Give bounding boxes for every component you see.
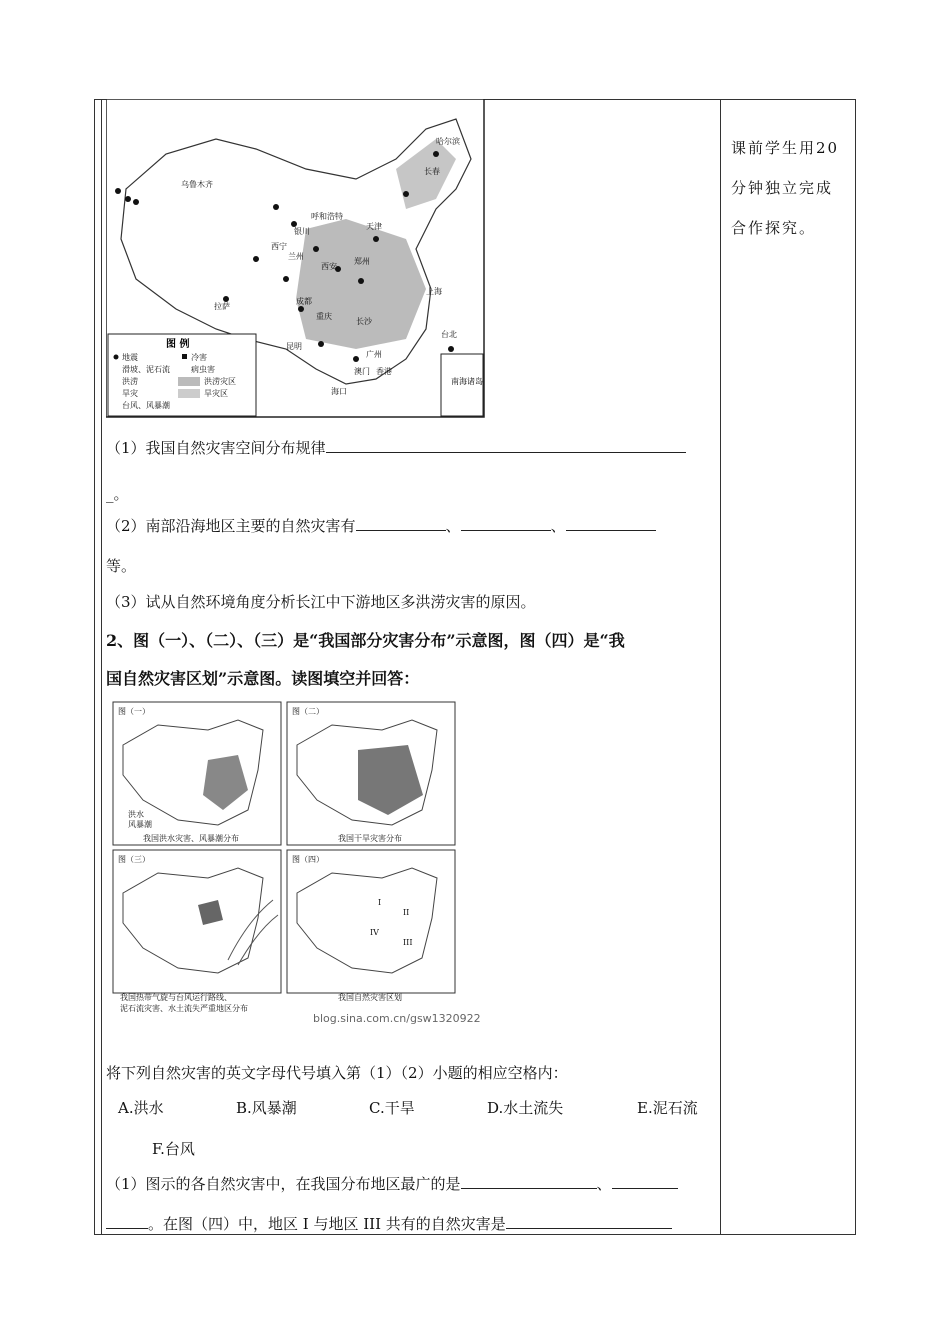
q1-line-b: （2）南部沿海地区主要的自然灾害有 、 、 bbox=[106, 515, 656, 536]
answer-blank[interactable] bbox=[356, 516, 446, 531]
legend-title: 图 例 bbox=[166, 339, 190, 350]
answer-blank[interactable] bbox=[326, 438, 686, 453]
city-guangzhou: 广州 bbox=[366, 350, 382, 359]
map-1-legend-flood: 洪水 bbox=[128, 810, 144, 819]
china-disaster-map bbox=[106, 99, 486, 419]
city-xining: 西宁 bbox=[271, 242, 287, 251]
q1-line-b-end: 等。 bbox=[106, 557, 137, 575]
q3-line-a: （1）图示的各自然灾害中，在我国分布地区最广的是 、 bbox=[106, 1173, 678, 1194]
option-f: F.台风 bbox=[152, 1140, 195, 1158]
watermark: blog.sina.com.cn/gsw1320922 bbox=[313, 1012, 481, 1025]
answer-blank[interactable] bbox=[506, 1214, 672, 1229]
city-tianjin: 天津 bbox=[366, 222, 382, 231]
region-4: IV bbox=[370, 928, 379, 937]
left-border-line bbox=[101, 99, 102, 1235]
option-c: C.干旱 bbox=[369, 1099, 415, 1117]
q2-title-2: 国自然灾害区划”示意图。读图填空并回答： bbox=[106, 669, 420, 688]
option-e: E.泥石流 bbox=[637, 1099, 698, 1117]
legend-drought: 旱灾 bbox=[122, 389, 138, 398]
q1-line-a: （1）我国自然灾害空间分布规律 bbox=[106, 437, 686, 458]
map-1-label: 图（一） bbox=[118, 707, 150, 716]
map-4-label: 图（四） bbox=[292, 855, 324, 864]
legend-flood: 洪涝 bbox=[122, 377, 138, 386]
legend-flood-area: 洪涝灾区 bbox=[204, 377, 236, 386]
city-hohhot: 呼和浩特 bbox=[311, 212, 343, 221]
city-harbin: 哈尔滨 bbox=[436, 137, 460, 146]
map-3-caption-2: 泥石流灾害、水土流失严重地区分布 bbox=[120, 1004, 248, 1013]
map-1-caption: 我国洪水灾害、风暴潮分布 bbox=[143, 834, 239, 843]
map-3-label: 图（三） bbox=[118, 855, 150, 864]
legend-typhoon: 台风、风暴潮 bbox=[122, 401, 170, 410]
instruction: 将下列自然灾害的英文字母代号填入第（1）（2）小题的相应空格内： bbox=[106, 1064, 568, 1082]
answer-blank[interactable] bbox=[461, 1174, 597, 1189]
region-2: II bbox=[403, 908, 410, 917]
q1-line-c: （3）试从自然环境角度分析长江中下游地区多洪涝灾害的原因。 bbox=[106, 593, 536, 611]
city-lhasa: 拉萨 bbox=[214, 302, 230, 311]
map-1-legend-storm: 风暴潮 bbox=[128, 820, 152, 829]
city-urumqi: 乌鲁木齐 bbox=[181, 180, 213, 189]
map-2-label: 图（二） bbox=[292, 707, 324, 716]
city-macau: 澳门 bbox=[354, 367, 370, 376]
answer-blank[interactable] bbox=[566, 516, 656, 531]
legend-pest: 病虫害 bbox=[191, 365, 215, 374]
disaster-maps-grid bbox=[108, 700, 460, 1026]
city-xian: 西安 bbox=[321, 262, 337, 271]
city-hongkong: 香港 bbox=[376, 367, 392, 376]
city-kunming: 昆明 bbox=[286, 342, 302, 351]
option-d: D.水土流失 bbox=[487, 1099, 564, 1117]
side-note: 课前学生用20分钟独立完成合作探究。 bbox=[731, 139, 840, 237]
city-chongqing: 重庆 bbox=[316, 312, 332, 321]
city-shanghai: 上海 bbox=[426, 287, 442, 296]
map-3-caption-1: 我国热带气旋与台风运行路线、 bbox=[120, 993, 232, 1002]
map-2-caption: 我国干旱灾害分布 bbox=[338, 834, 402, 843]
city-lanzhou: 兰州 bbox=[288, 252, 304, 261]
option-a: A.洪水 bbox=[118, 1099, 164, 1117]
q1-line-a-end: _。 bbox=[106, 485, 129, 503]
map-4-caption: 我国自然灾害区划 bbox=[338, 993, 402, 1002]
region-1: I bbox=[378, 898, 382, 907]
option-b: B.风暴潮 bbox=[236, 1099, 297, 1117]
region-3: III bbox=[403, 938, 413, 947]
city-haikou: 海口 bbox=[331, 387, 347, 396]
column-divider bbox=[720, 99, 721, 1235]
legend-drought-area: 旱灾区 bbox=[204, 389, 228, 398]
city-zhengzhou: 郑州 bbox=[354, 257, 370, 266]
legend-landslide: 滑坡、泥石流 bbox=[122, 365, 170, 374]
city-changsha: 长沙 bbox=[356, 317, 372, 326]
legend-cold: 冷害 bbox=[191, 353, 207, 362]
inset-label: 南海诸岛 bbox=[451, 377, 483, 386]
answer-blank[interactable] bbox=[461, 516, 551, 531]
q3-line-b: 。在图（四）中，地区 I 与地区 III 共有的自然灾害是 bbox=[106, 1213, 672, 1234]
answer-blank[interactable] bbox=[106, 1214, 148, 1229]
city-changchun: 长春 bbox=[424, 167, 440, 176]
city-taipei: 台北 bbox=[441, 330, 457, 339]
legend-earthquake: 地震 bbox=[122, 353, 138, 362]
answer-blank[interactable] bbox=[612, 1174, 678, 1189]
city-chengdu: 成都 bbox=[296, 297, 312, 306]
city-yinchuan: 银川 bbox=[294, 227, 310, 236]
q2-title-1: 2、图（一）、（二）、（三）是“我国部分灾害分布”示意图，图（四）是“我 bbox=[106, 631, 625, 650]
